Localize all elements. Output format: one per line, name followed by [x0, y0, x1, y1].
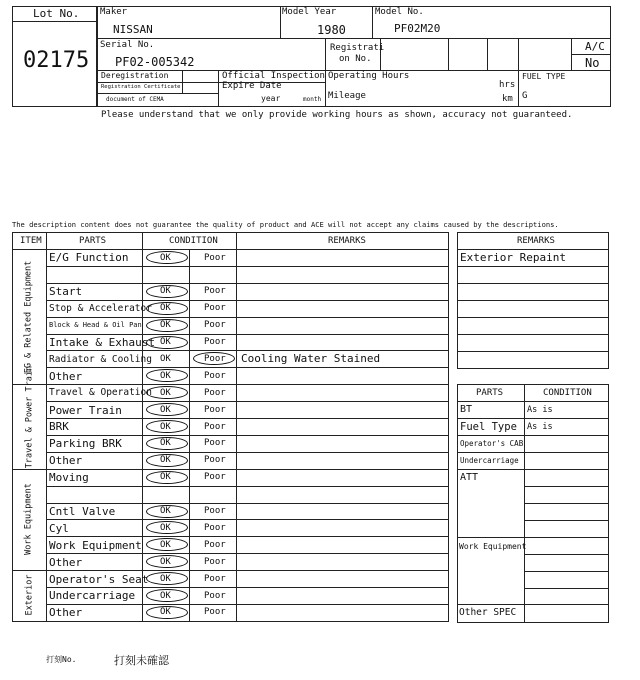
part-name: Block & Head & Oil Pan: [49, 321, 142, 330]
ok-selected-circle: [146, 538, 188, 551]
serial-value: PF02-005342: [115, 55, 195, 69]
poor-option: Poor: [204, 438, 226, 449]
part-name: Cntl Valve: [49, 504, 116, 518]
ok-option: OK: [160, 353, 171, 364]
ok-selected-circle: [146, 336, 188, 349]
ok-option: OK: [160, 472, 171, 483]
col-header-remarks: REMARKS: [328, 236, 366, 246]
att-label: ATT: [460, 472, 479, 483]
model-no-label: Model No.: [375, 7, 424, 17]
month-label: month: [303, 96, 322, 103]
ok-selected-circle: [146, 319, 188, 332]
ok-selected-circle: [146, 454, 188, 467]
ok-selected-circle: [146, 505, 188, 518]
ok-selected-circle: [146, 437, 188, 450]
remark-text: Cooling Water Stained: [241, 352, 381, 366]
model-year-value: 1980: [317, 23, 346, 37]
lot-number: 02175: [23, 48, 90, 73]
poor-option: Poor: [204, 455, 226, 466]
inspection-label-2: Expire Date: [222, 81, 282, 91]
poor-option: Poor: [204, 404, 226, 415]
model-year-label: Model Year: [282, 7, 337, 17]
ac-value: No: [585, 56, 600, 70]
ok-selected-circle: [146, 285, 188, 298]
work-equipment-label: Work Equipment: [459, 542, 527, 551]
part-name: Moving: [49, 471, 89, 485]
model-no-value: PF02M20: [394, 22, 441, 35]
ok-option: OK: [160, 506, 171, 516]
part-name: E/G Function: [49, 251, 129, 265]
part-name: Parking BRK: [49, 437, 122, 451]
remarks-header: REMARKS: [517, 236, 555, 246]
ok-option: OK: [160, 303, 171, 314]
hrs-unit: hrs: [499, 80, 516, 90]
ok-selected-circle: [146, 386, 188, 399]
poor-option: Poor: [204, 472, 226, 483]
ok-selected-circle: [146, 471, 188, 484]
group-label: EG & Related Equipment: [24, 260, 34, 373]
ok-option: OK: [160, 590, 171, 601]
parts-row-condition: As is: [527, 422, 553, 432]
part-name: Other: [49, 555, 83, 569]
poor-option: Poor: [204, 252, 226, 263]
ok-option: OK: [160, 539, 171, 550]
part-name: Radiator & Cooling: [49, 353, 152, 365]
poor-selected-circle: [193, 352, 235, 365]
maker-value: NISSAN: [113, 23, 153, 36]
dereg-label: Deregistration: [101, 71, 169, 80]
ok-option: OK: [160, 573, 171, 584]
poor-option: Poor: [204, 320, 226, 331]
ok-selected-circle: [146, 420, 188, 433]
part-name: Stop & Accelerator: [49, 302, 152, 314]
disclaimer: The description content does not guarantee the quality of product and ACE will not accept any claims caused by the descriptions.: [12, 220, 559, 229]
dereg-sub1: Registration Certificate: [101, 84, 181, 90]
col-header-condition: CONDITION: [169, 236, 218, 246]
mileage-label: Mileage: [328, 91, 366, 101]
ok-selected-circle: [146, 572, 188, 585]
poor-option: Poor: [204, 522, 226, 533]
part-name: Undercarriage: [49, 589, 136, 603]
remarks-line: Exterior Repaint: [460, 251, 566, 264]
ok-option: OK: [160, 438, 171, 449]
parts-row-label: Undercarriage: [460, 456, 519, 466]
ok-option: OK: [160, 455, 171, 466]
ok-option: OK: [160, 337, 171, 347]
ok-option: OK: [160, 252, 171, 263]
group-label: Travel & Power Train: [24, 366, 34, 469]
part-name: Power Train: [49, 403, 122, 417]
stamp-label: 打刻No.: [46, 655, 77, 664]
ok-option: OK: [160, 286, 171, 297]
poor-option: Poor: [204, 286, 226, 297]
maker-label: Maker: [100, 7, 128, 17]
registration-label-2: on No.: [339, 54, 372, 64]
parts-header: PARTS: [476, 388, 504, 398]
ok-option: OK: [160, 370, 171, 381]
lot-label: Lot No.: [33, 7, 80, 20]
part-name: Start: [49, 285, 83, 299]
parts-row-label: Fuel Type: [460, 420, 517, 433]
parts-row-label: Operator's CAB: [460, 439, 524, 449]
condition-header: CONDITION: [543, 388, 592, 398]
ok-selected-circle: [146, 589, 188, 602]
poor-option: Poor: [204, 590, 226, 601]
ok-option: OK: [160, 421, 171, 432]
part-name: Work Equipment: [49, 538, 142, 552]
poor-option: Poor: [204, 421, 226, 432]
parts-row-condition: As is: [527, 405, 553, 415]
other-spec-label: Other SPEC: [459, 607, 517, 618]
part-name: Other: [49, 369, 83, 383]
poor-option: Poor: [204, 573, 226, 584]
ok-option: OK: [160, 320, 171, 331]
ok-option: OK: [160, 387, 171, 398]
poor-option: Poor: [204, 303, 226, 314]
ok-option: OK: [160, 522, 171, 533]
serial-label: Serial No.: [100, 40, 155, 50]
ok-option: OK: [160, 404, 171, 415]
stamp-value: 打刻未確認: [114, 654, 169, 667]
registration-label: Registrati: [330, 43, 385, 53]
hours-notice: Please understand that we only provide working hours as shown, accuracy not guaranteed.: [101, 110, 573, 120]
poor-option: Poor: [204, 370, 226, 381]
fuel-type-label: FUEL TYPE: [522, 72, 566, 81]
inspection-label: Official Inspection: [222, 71, 325, 81]
group-label: Work Equipment: [24, 483, 35, 556]
poor-option: Poor: [204, 337, 226, 347]
ok-selected-circle: [146, 369, 188, 382]
ok-selected-circle: [146, 302, 188, 315]
ac-label: A/C: [585, 40, 605, 53]
ok-selected-circle: [146, 555, 188, 568]
year-label: year: [261, 94, 281, 103]
ok-option: OK: [160, 607, 171, 618]
ok-selected-circle: [146, 403, 188, 416]
part-name: BRK: [49, 420, 69, 434]
poor-option: Poor: [204, 506, 226, 516]
part-name: Operator's Seat: [49, 572, 149, 586]
part-name: Other: [49, 606, 83, 620]
ok-selected-circle: [146, 606, 188, 619]
poor-option: Poor: [204, 353, 226, 364]
col-header-parts: PARTS: [79, 236, 107, 246]
poor-option: Poor: [204, 539, 226, 550]
operating-hours-label: Operating Hours: [328, 71, 410, 81]
dereg-sub2: document of CEMA: [106, 96, 164, 103]
group-label: Exterior: [23, 574, 34, 616]
part-name: Other: [49, 454, 83, 468]
part-name: Intake & Exhaust: [49, 335, 155, 349]
col-header-item: ITEM: [20, 236, 42, 246]
fuel-type-value: G: [522, 91, 528, 101]
part-name: Cyl: [49, 521, 69, 535]
ok-selected-circle: [146, 251, 188, 264]
part-name: Travel & Operation: [49, 387, 152, 399]
ok-option: OK: [160, 556, 171, 567]
parts-row-label: BT: [460, 404, 473, 415]
poor-option: Poor: [204, 556, 226, 567]
poor-option: Poor: [204, 607, 226, 618]
km-unit: km: [502, 94, 513, 104]
ok-selected-circle: [146, 521, 188, 534]
poor-option: Poor: [204, 387, 226, 398]
